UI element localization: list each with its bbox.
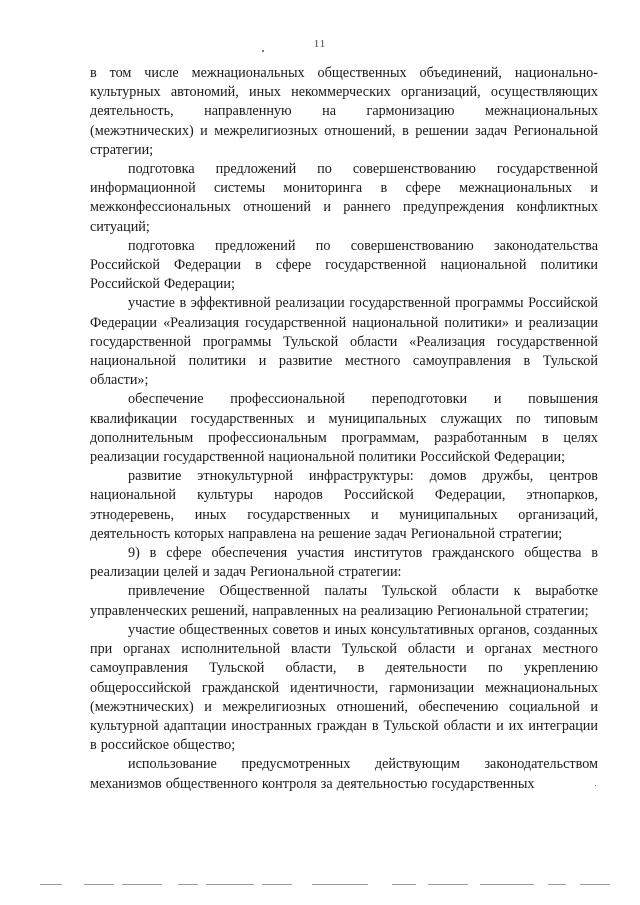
paragraph-legislation: подготовка предложений по совершенствованию законодательства Российской Федерации в сфере государственной национальной политики Российской Федерации;	[90, 237, 598, 293]
paragraph-public-councils: участие общественных советов и иных консультативных органов, созданных при органах исполнительной власти Тульской области и органах местного самоуправления Тульской области, в деятельности по укреплению общероссийской гражданской идентичности, гармонизации межнациональных (межэтнических) и межрелигиозных отношений, обеспечению социальной и культурной адаптации иностранных граждан в Тульской области и их интеграции в российское общество;	[90, 621, 598, 754]
paragraph-state-program: участие в эффективной реализации государственной программы Российской Федерации «Реализация государственной национальной политики» и реализации государственной программы Тульской области «Реализация государственной национальной политики и развитие местного самоуправления в Тульской области»;	[90, 295, 598, 389]
scan-dot	[262, 50, 264, 52]
paragraph-continuation: в том числе межнациональных общественных объединений, национально-культурных автономий, иных некоммерческих организаций, осуществляющих деятельность, направленную на гармонизацию межнациональных (межэтнических) и межрелигиозных отношений, в решении задач Региональной стратегии;	[90, 65, 598, 158]
paragraph-professional-training: обеспечение профессиональной переподготовки и повышения квалификации государственных и муниципальных служащих по типовым дополнительным профессиональным программам, разработанным в целях реализации государственной национальной политики Российской Федерации;	[90, 391, 598, 466]
paragraph-civil-society-item-9: 9) в сфере обеспечения участия институтов гражданского общества в реализации целей и задач Региональной стратегии:	[90, 545, 598, 581]
document-body	[90, 64, 598, 794]
paragraph-ethnocultural-infrastructure: развитие этнокультурной инфраструктуры: домов дружбы, центров национальной культуры народов Российской Федерации, этнопарков, этнодеревень, иных государственных и муниципальных организаций, деятельность которых направлена на решение задач Региональной стратегии;	[90, 468, 598, 542]
paragraph-monitoring-system: подготовка предложений по совершенствованию государственной информационной системы мониторинга в сфере межнациональных и межконфессиональных отношений и раннего предупреждения конфликтных ситуаций;	[90, 161, 598, 235]
paragraph-public-chamber: привлечение Общественной палаты Тульской области к выработке управленческих решений, направленных на реализацию Региональной стратегии;	[90, 583, 598, 619]
page-number: 11	[313, 38, 327, 50]
scan-footer-artifacts	[0, 884, 640, 888]
paragraph-public-control: использование предусмотренных действующим законодательством механизмов общественного контроля за деятельностью государственных	[90, 756, 598, 792]
